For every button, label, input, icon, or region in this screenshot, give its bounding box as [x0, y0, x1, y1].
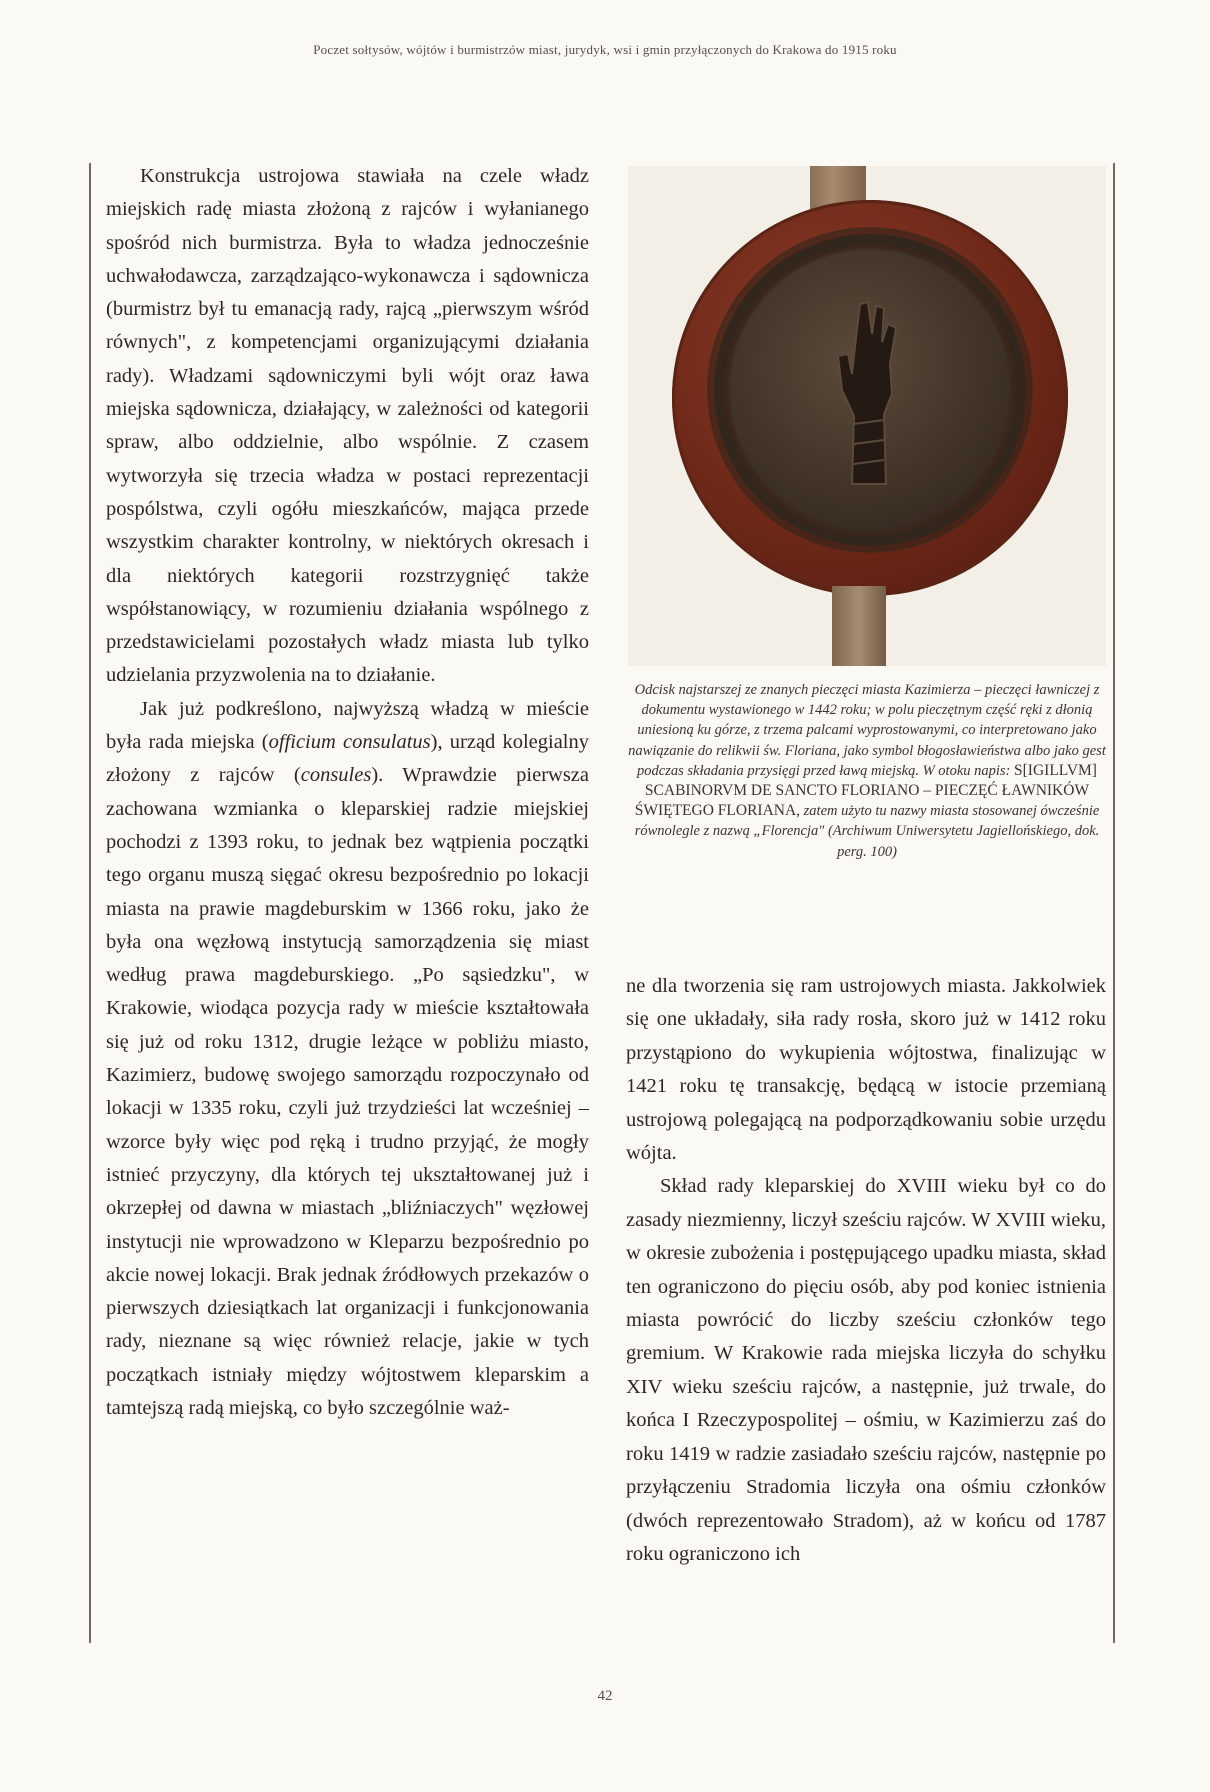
figure-caption	[628, 680, 1106, 862]
paragraph-3: Skład rady kleparskiej do XVIII wieku był co do zasady niezmienny, liczył sześciu rajców. W XVIII wieku, w okresie zubożenia i postępującego upadku miasta, skład ten ograniczono do pięciu osób, aby pod koniec istnienia miasta powrócić do liczby sześciu członków tego gremium. W Krakowie rada miejska liczyła do schyłku XIV wieku sześciu rajców, a następnie, już trwale, do końca I Rzeczypospolitej – ośmiu, w Kazimierzu zaś do roku 1419 w radzie zasiadało sześciu rajców, następnie po przyłączeniu Stradomia liczyła ona ośmiu członków (dwóch reprezentowało Stradom), aż w końcu od 1787 roku ograniczono ich	[626, 1175, 1106, 1565]
latin-term-consules: consules	[300, 764, 372, 787]
caption-seal-legend: S[IGILLVM] SCABINORVM DE SANCTO FLORIANO – PIECZĘĆ ŁAWNIKÓW ŚWIĘTEGO FLORIANA,	[634, 761, 1097, 820]
paragraph-1: Konstrukcja ustrojowa stawiała na czele władz miejskich radę miasta złożoną z rajców i wyłanianego spośród nich burmistrza. Była to władza jednocześnie uchwałodawcza, zarządzająco-wykonawcza i sądownicza (burmistrz był tu emanacją rady, rajcą „pierwszym wśród równych", z kompetencjami organizującymi działania rady). Władzami sądowniczymi byli wójt oraz ława miejska sądownicza, działający, w zależności od kategorii spraw, albo oddzielnie, albo wspólnie. Z czasem wytworzyła się trzecia władza w postaci reprezentacji pospólstwa, czyli ogółu mieszkańców, mająca przede wszystkim charakter kontrolny, w niektórych okresach i dla niektórych kategorii rozstrzygnięć także współstanowiący, w rozumieniu działania wspólnego z przedstawicielami pozostałych władz miasta lub tylko udzielania przyzwolenia na to działanie.	[106, 165, 589, 687]
latin-term-officium: officium consulatus	[268, 731, 431, 754]
paragraph-2	[106, 693, 589, 1426]
paragraph-2-part-c: ). Wprawdzie pierwsza zachowana wzmianka o kleparskiej radzie miejskiej pochodzi z 1393 roku, to jednak bez wątpienia początki tego organu muszą sięgać okresu bezpośrednio po lokacji miasta na prawie magdeburskim w 1366 roku, jako że była ona węzłową instytucją samorządzenia się miast według prawa magdeburskiego. „Po sąsiedzku", w Krakowie, wiodąca pozycja rady w mieście kształtowała się już od roku 1312, drugie leżące w pobliżu miasto, Kazimierz, budowę swojego samorządu rozpoczynało od lokacji w 1335 roku, czyli już trzydzieści lat wcześniej – wzorce były więc pod ręką i trudno przyjąć, że mogły istnieć przyczyny, dla których tej ukształtowanej już i okrzepłej od dawna w miastach „bliźniaczych" węzłowej instytucji nie wprowadzono w Kleparzu bezpośrednio po akcie nowej lokacji. Brak jednak źródłowych przekazów o pierwszych dziesiątkach lat organizacji i funkcjonowania rady, nieznane są więc również relacje, jakie w tych początkach istniały między wójtostwem kleparskim a tamtejszą radą miejską, co było szczególnie waż-	[106, 764, 590, 1419]
wax-seal	[672, 200, 1068, 596]
seal-photograph	[628, 166, 1106, 666]
right-column-rule	[1113, 163, 1115, 1643]
right-column-text	[626, 970, 1106, 1571]
left-column-text	[106, 160, 589, 1425]
seal-strap-bottom	[832, 586, 886, 666]
raised-hand-icon	[822, 294, 912, 494]
caption-source: zatem użyto tu nazwy miasta stosowanej ówcześnie równolegle z nazwą „Florencja" (Archiwum Uniwersytetu Jagiellońskiego, dok. perg. 100)	[634, 803, 1100, 860]
paragraph-2-part-a: Jak już podkreślono, najwyższą władzą w mieście była rada miejska (	[106, 697, 589, 754]
paragraph-continued: ne dla tworzenia się ram ustrojowych miasta. Jakkolwiek się one układały, siła rady rosła, skoro już w 1412 roku przystąpiono do wykupienia wójtostwa, finalizując w 1421 roku tę transakcję, będącą w istocie przemianą ustrojową polegającą na podporządkowaniu sobie urzędu wójta.	[626, 975, 1106, 1165]
running-header: Poczet sołtysów, wójtów i burmistrzów miast, jurydyk, wsi i gmin przyłączonych do Krakowa do 1915 roku	[313, 42, 897, 57]
caption-description: Odcisk najstarszej ze znanych pieczęci miasta Kazimierza – pieczęci ławniczej z dokumentu wystawionego w 1442 roku; w polu pieczętnym część ręki z dłonią uniesioną ku górze, z trzema palcami wyprostowanymi, co interpretowano jako nawiązanie do relikwii św. Floriana, jako symbol błogosławieństwa albo jako gest podczas składania przysięgi przed ławą miejską. W otoku napis:	[628, 682, 1106, 779]
left-column-rule	[89, 163, 91, 1643]
page-number: 42	[597, 1688, 613, 1704]
paragraph-2-part-b: ), urząd kolegialny złożony z rajców (	[106, 731, 589, 787]
